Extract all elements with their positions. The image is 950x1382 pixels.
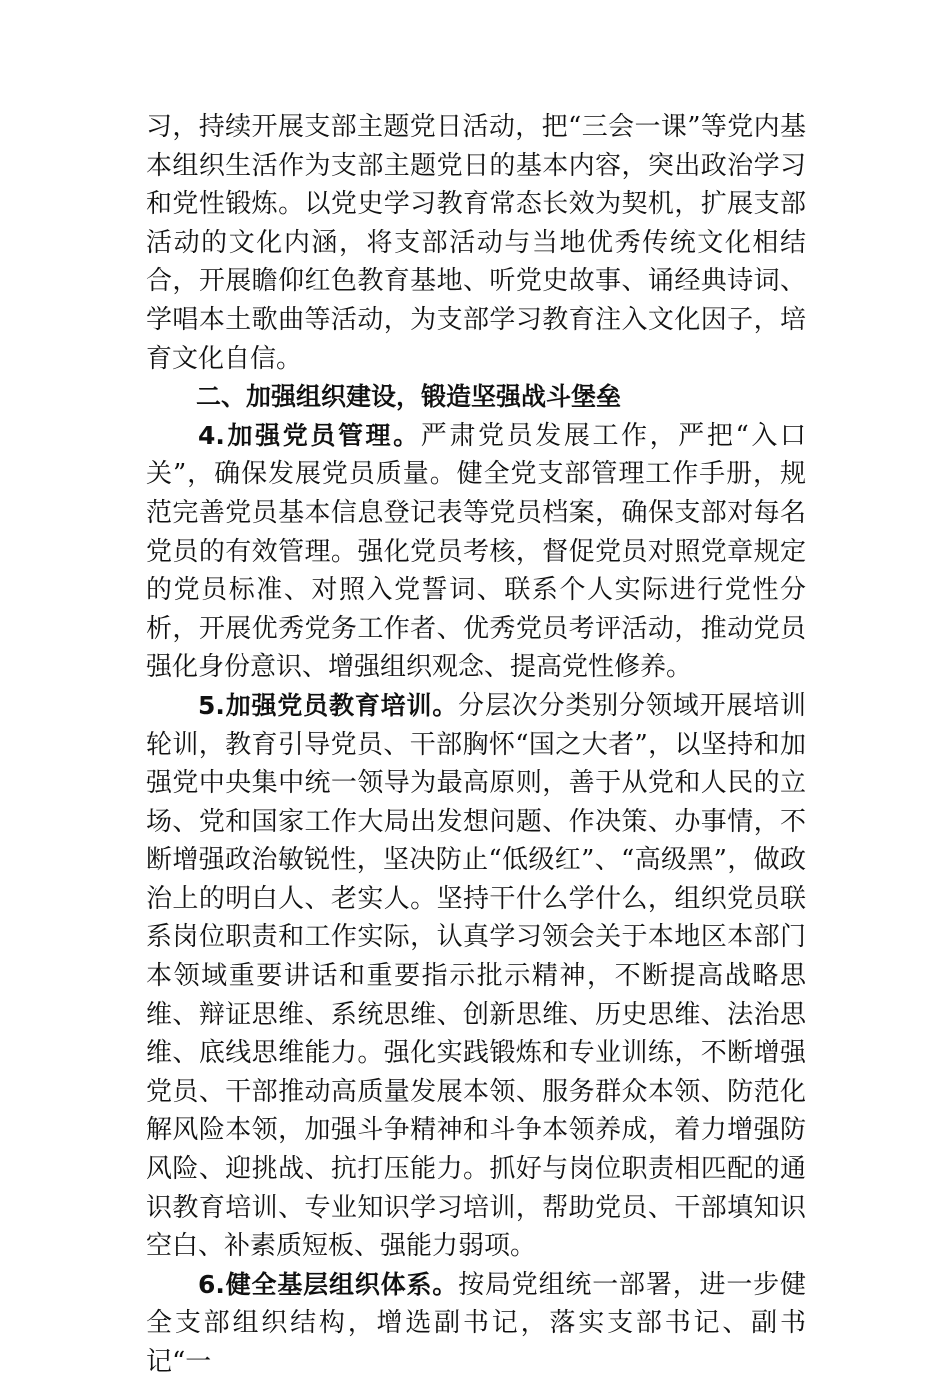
item-6-heading: 6.健全基层组织体系。 (198, 1269, 459, 1299)
paragraph-intro-continuation: 习，持续开展支部主题党日活动，把“三会一课”等党内基本组织生活作为支部主题党日的基本内容，突出政治学习和党性锻炼。以党史学习教育常态长效为契机，扩展支部活动的文化内涵，将支部活动与当地优秀传统文化相结合，开展瞻仰红色教育基地、听党史故事、诵经典诗词、学唱本土歌曲等活动，为支部学习教育注入文化因子，培育文化自信。 (146, 112, 806, 374)
paragraph-item-6 (146, 1266, 806, 1382)
item-5-heading: 5.加强党员教育培训。 (198, 690, 459, 720)
paragraph-item-4 (146, 417, 806, 687)
item-4-body: 严肃党员发展工作，严把“入口关”，确保发展党员质量。健全党支部管理工作手册，规范完善党员基本信息登记表等党员档案，确保支部对每名党员的有效管理。强化党员考核，督促党员对照党章规定的党员标准、对照入党誓词、联系个人实际进行党性分析，开展优秀党务工作者、优秀党员考评活动，推动党员强化身份意识、增强组织观念、提高党性修养。 (146, 420, 806, 683)
section-heading-2: 二、加强组织建设，锻造坚强战斗堡垒 (196, 382, 622, 412)
item-4-heading: 4.加强党员管理。 (198, 420, 421, 450)
document-page (146, 108, 806, 1382)
paragraph-item-5 (146, 687, 806, 1266)
item-6-body: 按局党组统一部署，进一步健全支部组织结构，增选副书记，落实支部书记、副书记“一 (146, 1269, 806, 1377)
item-5-body: 分层次分类别分领域开展培训轮训，教育引导党员、干部胸怀“国之大者”，以坚持和加强党中央集中统一领导为最高原则，善于从党和人民的立场、党和国家工作大局出发想问题、作决策、办事情，不断增强政治敏锐性，坚决防止“低级红”、“高级黑”，做政治上的明白人、老实人。坚持干什么学什么，组织党员联系岗位职责和工作实际，认真学习领会关于本地区本部门本领域重要讲话和重要指示批示精神，不断提高战略思维、辩证思维、系统思维、创新思维、历史思维、法治思维、底线思维能力。强化实践锻炼和专业训练，不断增强党员、干部推动高质量发展本领、服务群众本领、防范化解风险本领，加强斗争精神和斗争本领养成，着力增强防风险、迎挑战、抗打压能力。抓好与岗位职责相匹配的通识教育培训、专业知识学习培训，帮助党员、干部填知识空白、补素质短板、强能力弱项。 (146, 690, 806, 1262)
